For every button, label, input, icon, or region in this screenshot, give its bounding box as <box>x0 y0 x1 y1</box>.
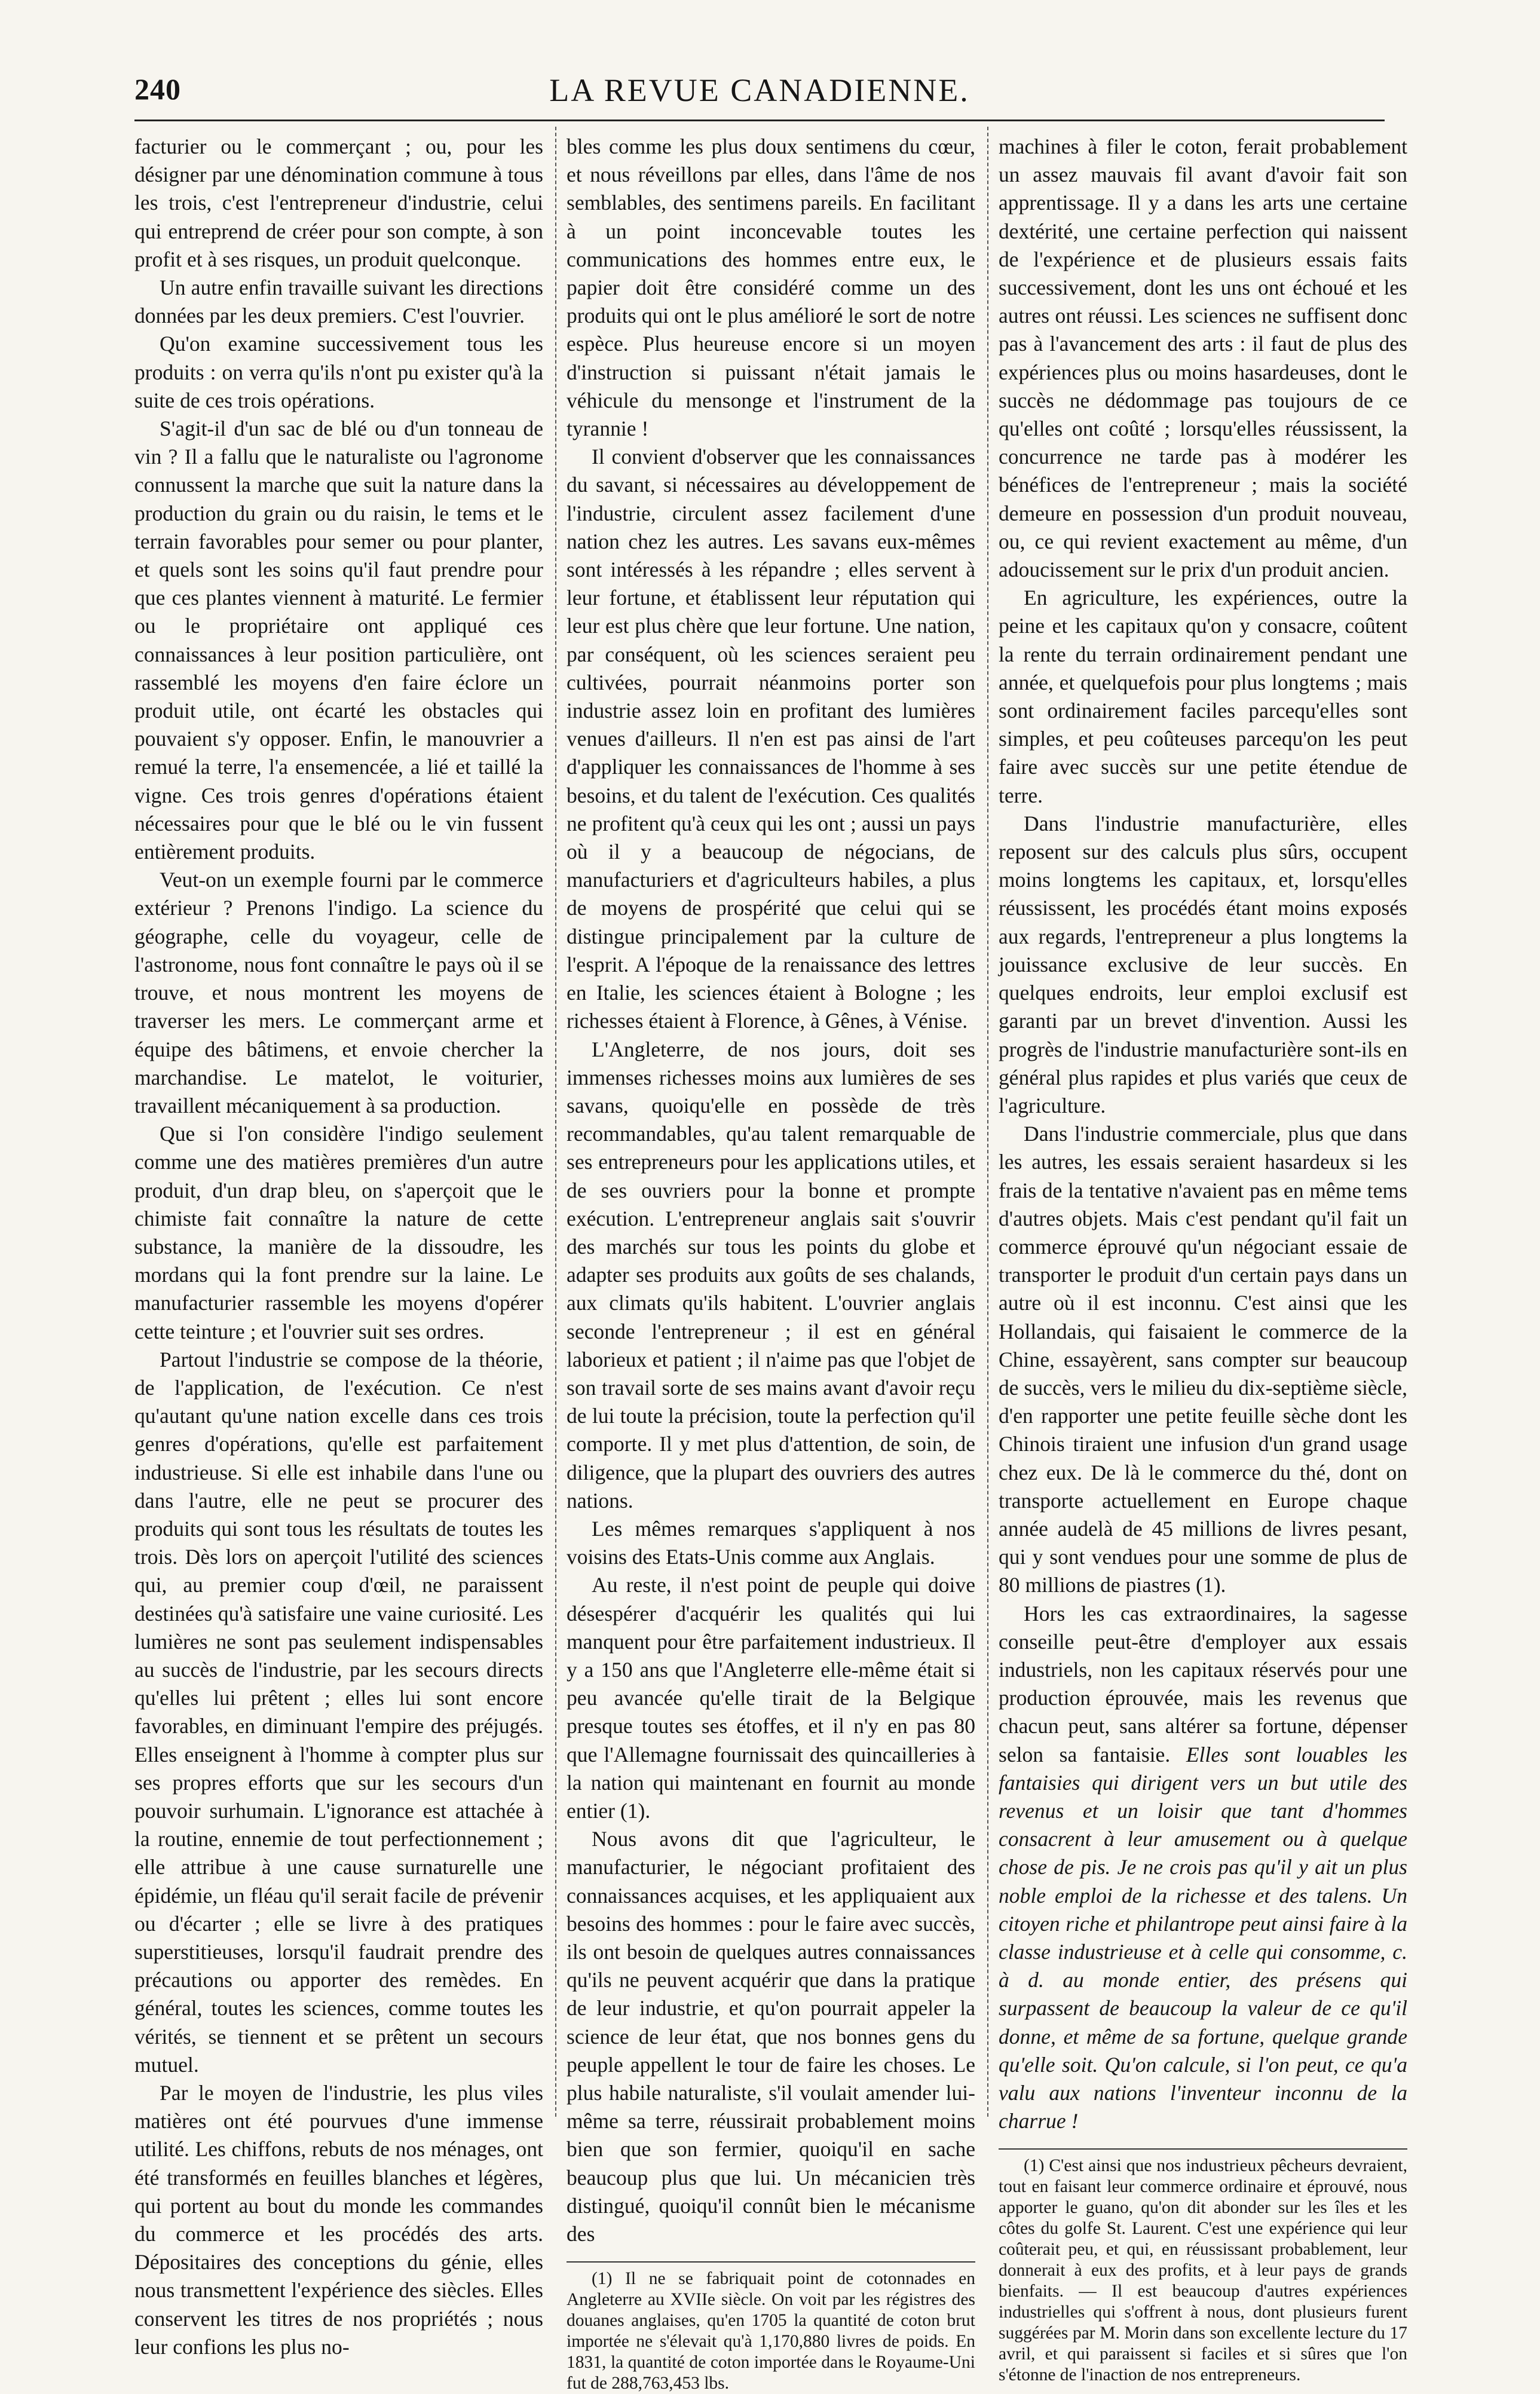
paragraph: Nous avons dit que l'agriculteur, le manufacturier, le négociant profitaient des connaissances acquises, et les appliquaient aux besoins des hommes : pour le faire avec succès, ils ont besoin de quelques autres connaissances qu'ils ne peuvent acquérir que dans la pratique de leur industrie, et qu'on pourrait appeler la science de leur état, que nos bonnes gens du peuple appellent le tour de faire les choses. Le plus habile naturaliste, s'il voulait amender lui-même sa terre, réussirait probablement moins bien que son fermier, quoiqu'il en sache beaucoup plus que lui. Un mécanicien très distingué, quoiqu'il connût bien le mécanisme des <box>567 1827 975 2246</box>
paragraph: facturier ou le commerçant ; ou, pour les désigner par une dénomination commune à tous les trois, c'est l'entrepreneur d'industrie, celui qui entreprend de créer pour son compte, à son profit et à ses risques, un produit quelconque. <box>134 134 543 271</box>
italic-passage: Elles sont louables les fantaisies qui dirigent vers un but utile des revenus et un loisir que tant d'hommes consacrent à leur amusement ou à quelque chose de pis. Je ne crois pas qu'il y ait un plus noble emploi de la richesse et des talens. Un citoyen riche et philantrope peut ainsi faire à la classe industrieuse et à celle qui consomme, c. à d. au monde entier, des présens qui surpassent de beaucoup la valeur de ce qu'il donne, et même de sa fortune, quelque grande qu'elle soit. Qu'on calcule, si l'on peut, ce qu'a valu aux nations l'inventeur inconnu de la charrue ! <box>999 1742 1407 2133</box>
paragraph: Dans l'industrie commerciale, plus que dans les autres, les essais seraient hasardeux si les frais de la tentative n'avaient pas en même tems d'autres objets. Mais c'est pendant qu'il fait un commerce éprouvé qu'un négociant essaie de transporter le produit d'un certain pays dans un autre où il est inconnu. C'est ainsi que les Hollandais, qui faisaient le commerce de la Chine, essayèrent, sans compter sur beaucoup de succès, vers le milieu du dix-septième siècle, d'en rapporter une petite feuille sèche dont les Chinois tiraient une infusion d'un grand usage chez eux. De là le commerce du thé, dont on transporte actuellement en Europe chaque année audelà de 45 millions de livres pesant, qui y sont vendues pour une somme de plus de 80 millions de piastres (1). <box>999 1122 1407 1597</box>
paragraph: Veut-on un exemple fourni par le commerce extérieur ? Prenons l'indigo. La science du géographe, celle du voyageur, celle de l'astronome, nous font connaître le pays où il se trouve, et nous montrent les moyens de traverser les mers. Le commerçant arme et équipe des bâtimens, et envoie chercher la marchandise. Le matelot, le voiturier, travaillent mécaniquement à sa production. <box>134 868 543 1118</box>
paragraph-text: Hors les cas extraordinaires, la sagesse conseille peut-être d'employer aux essais industriels, non les capitaux réservés pour une production éprouvée, mais les revenus que chacun peut, sans altérer sa fortune, dépenser selon sa fantaisie. <box>999 1601 1407 1767</box>
running-title: LA REVUE CANADIENNE. <box>549 72 970 108</box>
footnote-rule <box>999 2148 1407 2150</box>
paragraph: Que si l'on considère l'indigo seulement comme une des matières premières d'un autre produit, d'un drap bleu, on s'aperçoit que le chimiste fait connaître la nature de cette substance, la manière de la dissoudre, les mordans qui la font prendre sur la laine. Le manufacturier rassemble les moyens d'opérer cette teinture ; et l'ouvrier suit ses ordres. <box>134 1122 543 1343</box>
paragraph: Il convient d'observer que les connaissances du savant, si nécessaires au développement de l'industrie, circulent assez facilement d'une nation chez les autres. Les savans eux-mêmes sont intéressés à les répandre ; elles servent à leur fortune, et établissent leur réputation qui leur est plus chère que leur fortune. Une nation, par conséquent, où les sciences seraient peu cultivées, pourrait néanmoins porter son industrie assez loin en profitant des lumières venues d'ailleurs. Il n'en est pas ainsi de l'art d'appliquer les connaissances de l'homme à ses besoins, et du talent de l'exécution. Ces qualités ne profitent qu'à ceux qui les ont ; aussi un pays où il y a beaucoup de négocians, de manufacturiers et d'agriculteurs habiles, a plus de moyens de prospérité que celui qui se distingue principalement par la culture de l'esprit. A l'époque de la renaissance des lettres en Italie, les sciences étaient à Bologne ; les richesses étaient à Florence, à Gênes, à Vénise. <box>567 445 975 1033</box>
text-column-3 <box>999 133 1407 2385</box>
column-divider <box>555 127 556 2117</box>
paragraph: Un autre enfin travaille suivant les directions données par les deux premiers. C'est l'ouvrier. <box>134 275 543 328</box>
paragraph: Dans l'industrie manufacturière, elles reposent sur des calculs plus sûrs, occupent moins longtems les capitaux, et, lorsqu'elles réussissent, les procédés étant moins exposés aux regards, l'entrepreneur a plus longtems la jouissance exclusive de leur succès. En quelques endroits, leur emploi exclusif est garanti par un brevet d'invention. Aussi les progrès de l'industrie manufacturière sont-ils en général plus rapides et plus variés que ceux de l'agriculture. <box>999 811 1407 1118</box>
paragraph: En agriculture, les expériences, outre la peine et les capitaux qu'on y consacre, coûtent la rente du terrain ordinairement pendant une année, et quelquefois pour plus longtems ; mais sont ordinairement faciles parcequ'elles sont simples, et peu coûteuses parcequ'on les peut faire avec succès sur une petite étendue de terre. <box>999 586 1407 807</box>
column-divider <box>987 127 988 2117</box>
paragraph: machines à filer le coton, ferait probablement un assez mauvais fil avant d'avoir fait son apprentissage. Il y a dans les arts une certaine dextérité, une certaine perfection qui naissent de l'expérience et de plusieurs essais faits successivement, dont les uns ont échoué et les autres ont réussi. Les sciences ne suffisent donc pas à l'avancement des arts : il faut de plus des expériences plus ou moins hasardeuses, dont le succès ne dédommage pas toujours de ce qu'elles ont coûté ; lorsqu'elles réussissent, la concurrence ne tarde pas à modérer les bénéfices de l'entrepreneur ; mais la société demeure en possession d'un produit nouveau, ou, ce qui revient exactement au même, d'un adoucissement sur le prix d'un produit ancien. <box>999 134 1407 582</box>
paragraph: L'Angleterre, de nos jours, doit ses immenses richesses moins aux lumières de ses savans, quoiqu'elle en possède de très recommandables, qu'au talent remarquable de ses entrepreneurs pour les applications utiles, et de ses ouvriers pour la bonne et prompte exécution. L'entrepreneur anglais sait s'ouvrir des marchés sur tous les points du globe et adapter ses produits aux goûts de ses chalands, aux climats qu'ils habitent. L'ouvrier anglais seconde l'entrepreneur ; il est en général laborieux et patient ; il n'aime pas que l'objet de son travail sorte de ses mains avant d'avoir reçu de lui toute la précision, toute la perfection qu'il comporte. Il y met plus d'attention, de soin, de diligence, que la plupart des ouvriers des autres nations. <box>567 1037 975 1513</box>
page-number: 240 <box>134 72 181 106</box>
paragraph: Au reste, il n'est point de peuple qui doive désespérer d'acquérir les qualités qui lui manquent pour être parfaitement industrieux. Il y a 150 ans que l'Angleterre elle-même était si peu avancée qu'elle tirait de la Belgique presque toutes ses étoffes, et il n'y en pas 80 que l'Allemagne fournissait des quincailleries à la nation qui maintenant en fournit au monde entier (1). <box>567 1573 975 1823</box>
paragraph: Par le moyen de l'industrie, les plus viles matières ont été pourvues d'une immense utilité. Les chiffons, rebuts de nos ménages, ont été transformés en feuilles blanches et légères, qui portent au bout du monde les commandes du commerce et les procédés des arts. Dépositaires des conceptions du génie, elles nous transmettent l'expérience des siècles. Elles conservent les titres de nos propriétés ; nous leur confions les plus no- <box>134 2081 543 2359</box>
footnote-rule <box>567 2261 975 2263</box>
text-column-2 <box>567 133 975 2393</box>
paragraph: Qu'on examine successivement tous les produits : on verra qu'ils n'ont pu exister qu'à la suite de ces trois opérations. <box>134 332 543 412</box>
paragraph: Partout l'industrie se compose de la théorie, de l'application, de l'exécution. Ce n'est qu'autant qu'une nation excelle dans ces trois genres d'opérations, qu'elle est parfaitement industrieuse. Si elle est inhabile dans l'une ou dans l'autre, elle ne peut se procurer des produits qui sont tous les résultats de toutes les trois. Dès lors on aperçoit l'utilité des sciences qui, au premier coup d'œil, ne paraissent destinées qu'à satisfaire une vaine curiosité. Les lumières ne sont pas seulement indispensables au succès de l'industrie, par les secours directs qu'elles lui prêtent ; elles lui sont encore favorables, en diminuant l'empire des préjugés. Elles enseignent à l'homme à compter plus sur ses propres efforts que sur les secours d'un pouvoir surhumain. L'ignorance est attachée à la routine, ennemie de tout perfectionnement ; elle attribue à une cause surnaturelle une épidémie, un fléau qu'il serait facile de prévenir ou d'écarter ; elle se livre à des pratiques superstitieuses, lorsqu'il faudrait prendre des précautions ou apporter des remèdes. En général, toutes les sciences, comme toutes les vérités, se tiennent et se prêtent un secours mutuel. <box>134 1347 543 2077</box>
footnote: (1) C'est ainsi que nos industrieux pêcheurs devraient, tout en faisant leur commerce ordinaire et éprouvé, nous apporter le guano, qu'on dit abonder sur les îles et les côtes du golfe St. Laurent. C'est une expérience qui leur coûterait peu, et qui, en réussissant probablement, leur donnerait à eux des profits, et à leur pays de grands bienfaits. — Il est beaucoup d'autres expériences industrielles qui s'offrent à nous, dont plusieurs furent suggérées par M. Morin dans son excellente lecture du 17 avril, et qui paraissent si faciles et si sûres que l'on s'étonne de l'inaction de nos entrepreneurs. <box>999 2156 1407 2385</box>
paragraph: Les mêmes remarques s'appliquent à nos voisins des Etats-Unis comme aux Anglais. <box>567 1516 975 1569</box>
header-rule <box>134 120 1385 121</box>
text-column-1 <box>134 133 543 2359</box>
page-header <box>134 72 1385 114</box>
footnote: (1) Il ne se fabriquait point de cotonnades en Angleterre au XVIIe siècle. On voit par les régistres des douanes anglaises, qu'en 1705 la quantité de coton brut importée ne s'élevait qu'à 1,170,880 livres de poids. En 1831, la quantité de coton importée dans le Royaume-Uni fut de 288,763,453 lbs. <box>567 2269 975 2393</box>
paragraph: S'agit-il d'un sac de blé ou d'un tonneau de vin ? Il a fallu que le naturaliste ou l'agronome connussent la marche que suit la nature dans la production du grain ou du raisin, le tems et le terrain favorables pour semer ou pour planter, et quels sont les soins qu'il faut prendre pour que ces plantes viennent à maturité. Le fermier ou le propriétaire ont appliqué ces connaissances à leur position particulière, ont rassemblé les moyens d'en faire éclore un produit utile, ont écarté les obstacles qui pouvaient s'y opposer. Enfin, le manouvrier a remué la terre, l'a ensemencée, a lié et taillé la vigne. Ces trois genres d'opérations étaient nécessaires pour que le blé ou le vin fussent entièrement produits. <box>134 417 543 864</box>
paragraph: bles comme les plus doux sentimens du cœur, et nous réveillons par elles, dans l'âme de nos semblables, des sentimens pareils. En facilitant à un point inconcevable toutes les communications des hommes entre eux, le papier doit être considéré comme un des produits qui ont le plus amélioré le sort de notre espèce. Plus heureuse encore si un moyen d'instruction si puissant n'était jamais le véhicule du mensonge et l'instrument de la tyrannie ! <box>567 134 975 441</box>
paragraph <box>999 1600 1407 2136</box>
